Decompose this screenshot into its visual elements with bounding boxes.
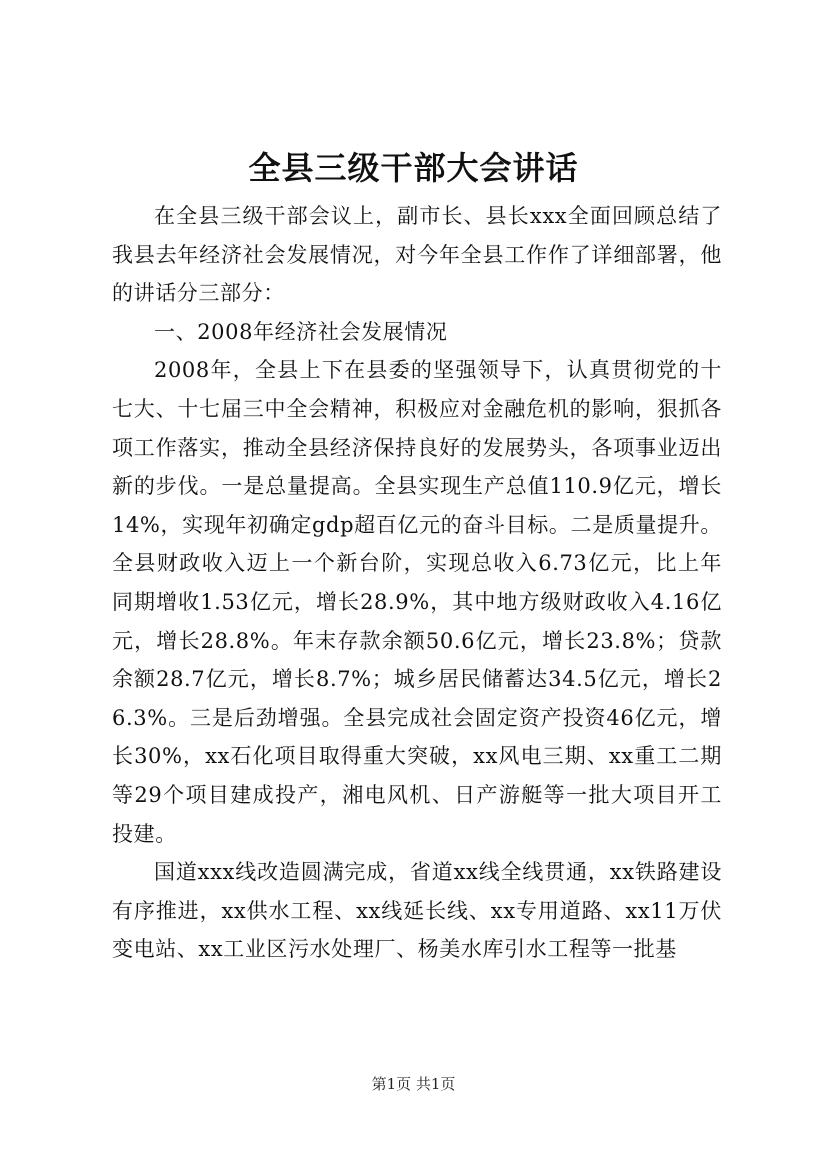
page-footer: 第1页 共1页 [371, 1075, 456, 1093]
document-body [112, 197, 722, 969]
intro-paragraph: 在全县三级干部会议上，副市长、县长xxx全面回顾总结了我县去年经济社会发展情况，对今年全县工作作了详细部署，他的讲话分三部分： [112, 204, 722, 306]
infrastructure-paragraph: 国道xxx线改造圆满完成，省道xx线全线贯通，xx铁路建设有序推进，xx供水工程、xx线延长线、xx专用道路、xx11万伏变电站、xx工业区污水处理厂、杨美水库引水工程等一批基 [112, 860, 722, 962]
document-title: 全县三级干部大会讲话 [248, 149, 579, 187]
section-heading: 一、2008年经济社会发展情况 [154, 319, 448, 344]
development-paragraph: 2008年，全县上下在县委的坚强领导下，认真贯彻党的十七大、十七届三中全会精神，积极应对金融危机的影响，狠抓各项工作落实，推动全县经济保持良好的发展势头，各项事业迈出新的步伐。一是总量提高。全县实现生产总值110.9亿元，增长14%，实现年初确定gdp超百亿元的奋斗目标。二是质量提升。全县财政收入迈上一个新台阶，实现总收入6.73亿元，比上年同期增收1.53亿元，增长28.9%，其中地方级财政收入4.16亿元，增长28.8%。年末存款余额50.6亿元，增长23.8%；贷款余额28.7亿元，增长8.7%；城乡居民储蓄达34.5亿元，增长26.3%。三是后劲增强。全县完成社会固定资产投资46亿元，增长30%，xx石化项目取得重大突破，xx风电三期、xx重工二期等29个项目建成投产，湘电风机、日产游艇等一批大项目开工投建。 [112, 358, 722, 846]
